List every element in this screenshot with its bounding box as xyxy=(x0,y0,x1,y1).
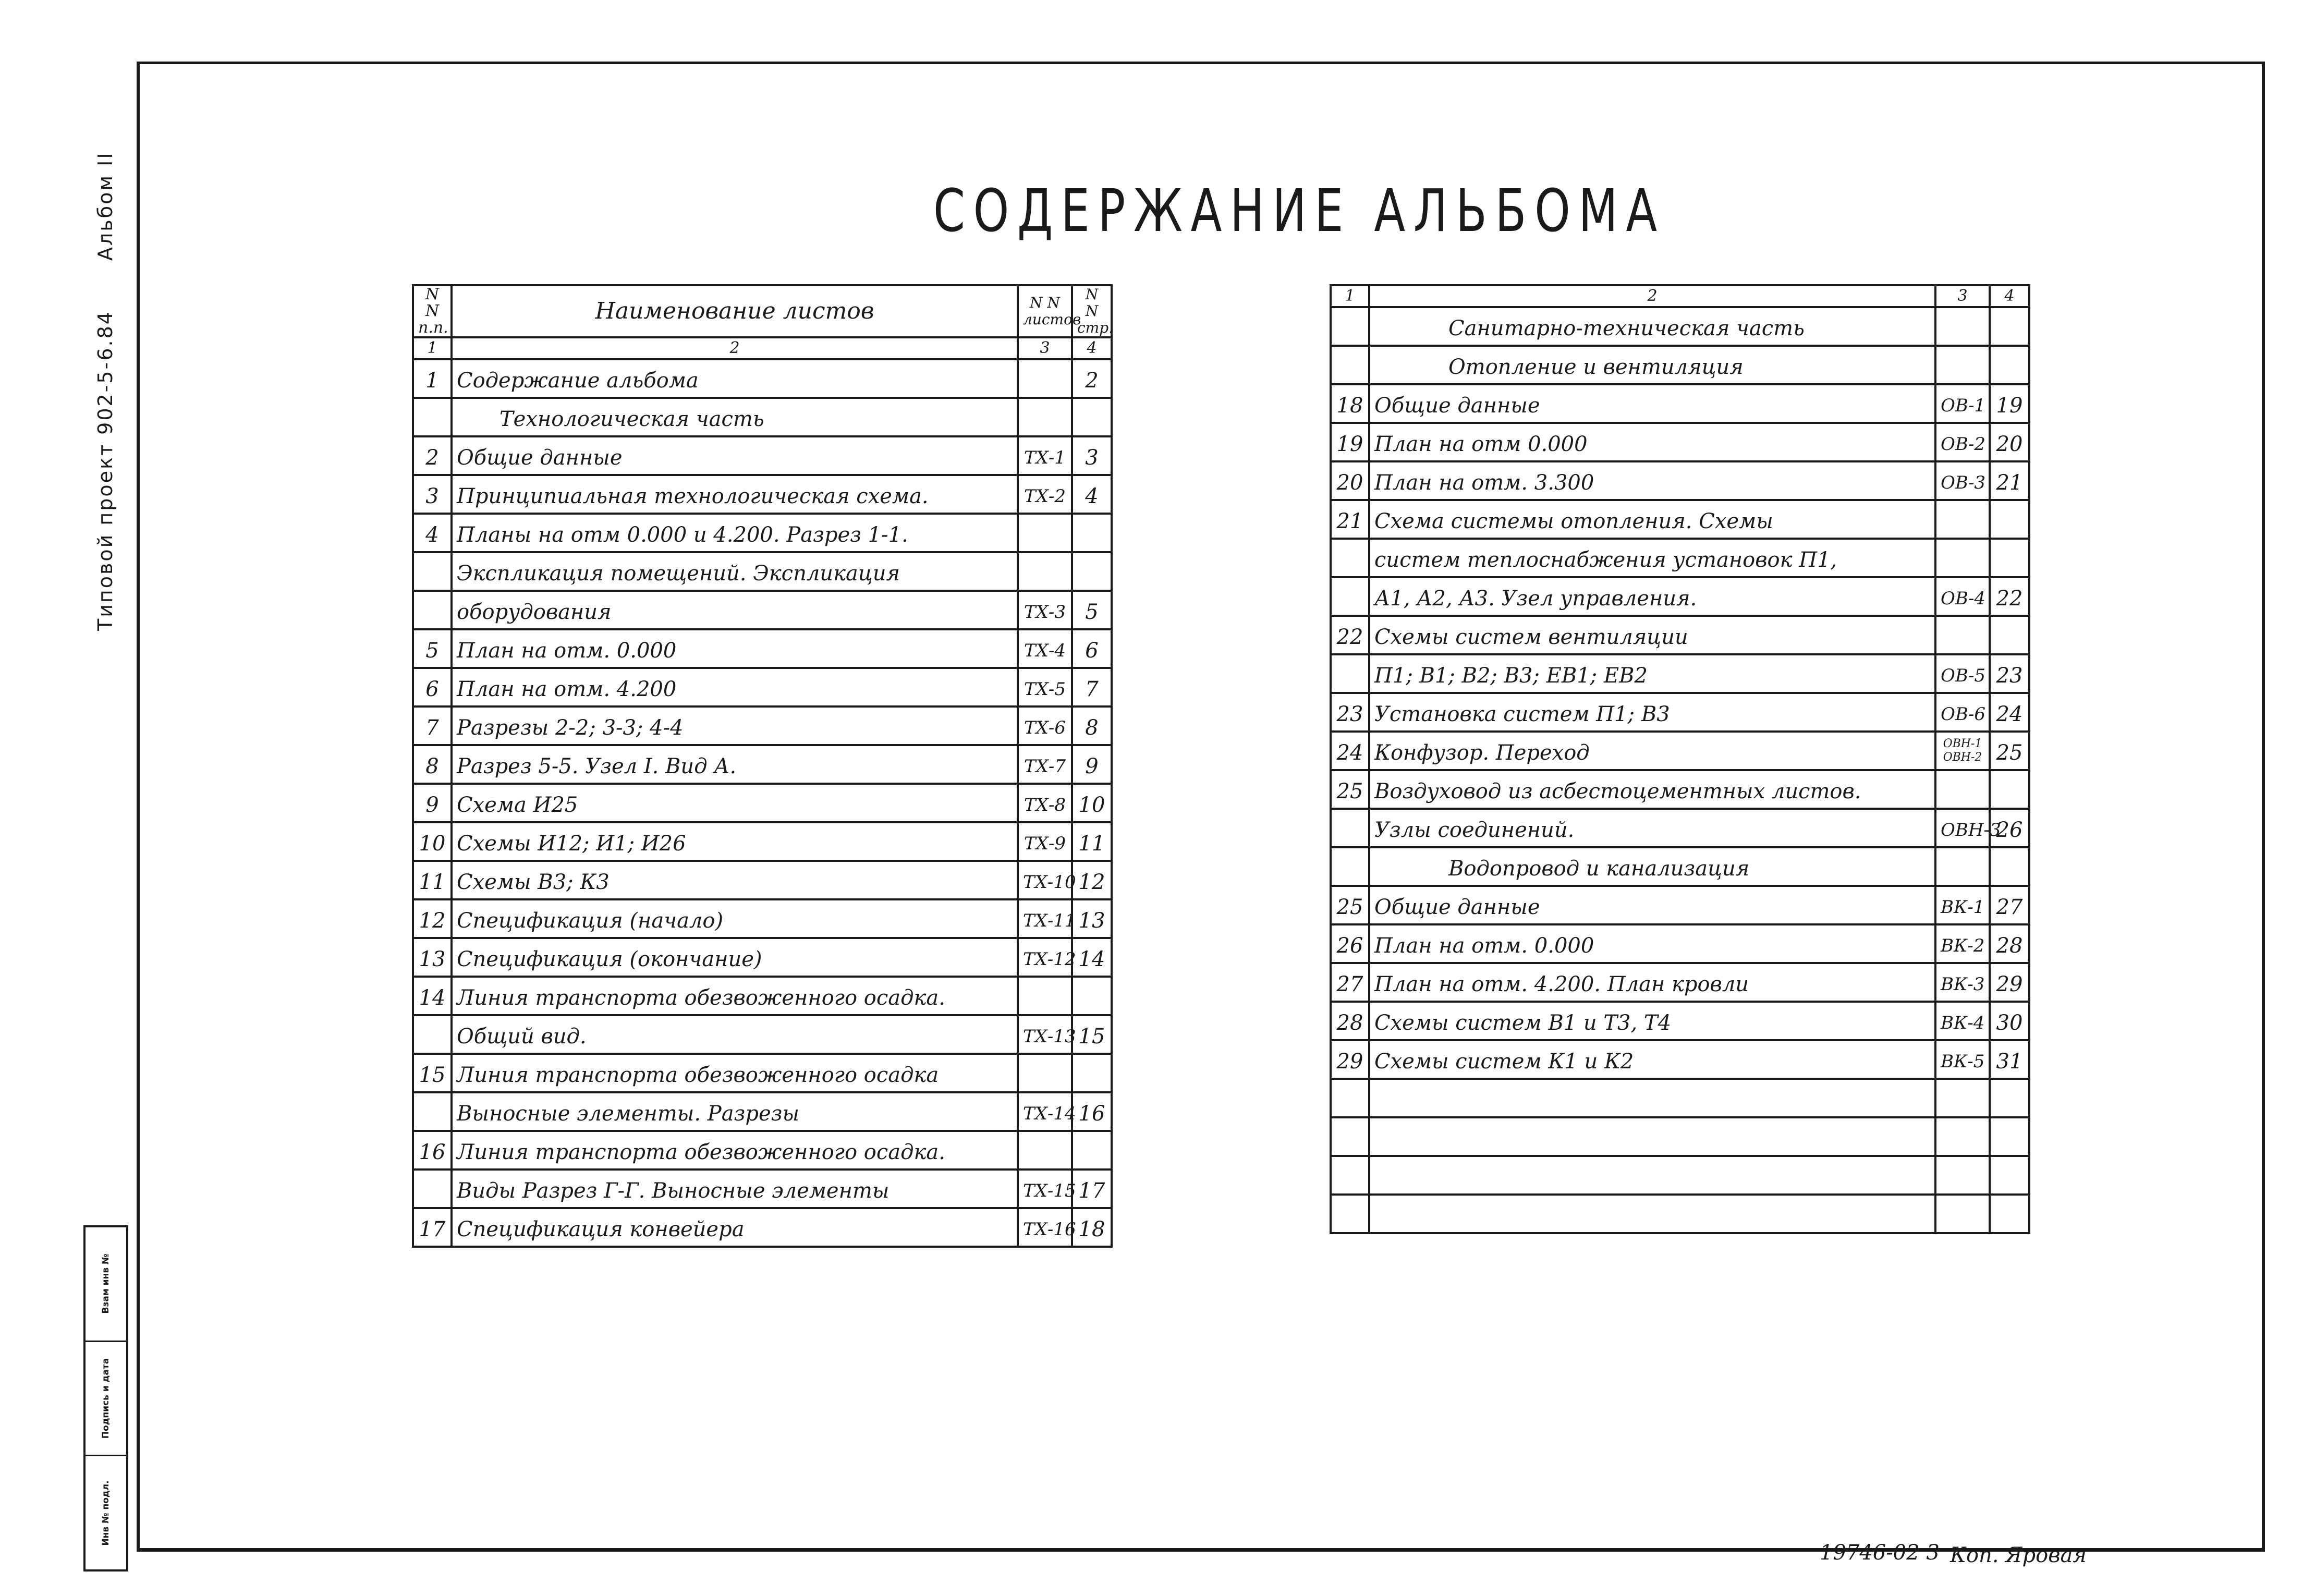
stamp-cell: Подпись и дата xyxy=(86,1342,126,1457)
row-number xyxy=(1331,1156,1369,1195)
contents-table-right xyxy=(1330,284,2030,1234)
row-sheet: ТХ-10 xyxy=(1018,861,1072,899)
row-name: Схемы В3; К3 xyxy=(452,861,1018,899)
row-page: 5 xyxy=(1072,591,1112,629)
row-name: Схема И25 xyxy=(452,784,1018,822)
row-name: Планы на отм 0.000 и 4.200. Разрез 1-1. xyxy=(452,514,1018,552)
row-page: 31 xyxy=(1990,1040,2029,1079)
row-number: 29 xyxy=(1331,1040,1369,1079)
table-row xyxy=(1331,346,2029,384)
row-number xyxy=(1331,307,1369,346)
row-name: Общие данные xyxy=(1369,886,1935,924)
row-name: Санитарно-техническая часть xyxy=(1369,307,1935,346)
row-sheet xyxy=(1935,770,1990,809)
table-row xyxy=(1331,1002,2029,1040)
row-number: 2 xyxy=(413,436,452,475)
row-sheet: ВК-4 xyxy=(1935,1002,1990,1040)
row-sheet xyxy=(1018,1054,1072,1092)
table-row xyxy=(1331,654,2029,693)
row-number: 10 xyxy=(413,822,452,861)
contents-table-left xyxy=(412,284,1113,1248)
page-title: СОДЕРЖАНИЕ АЛЬБОМА xyxy=(933,177,1665,245)
table-row xyxy=(413,668,1112,706)
row-number: 17 xyxy=(413,1208,452,1247)
row-number: 25 xyxy=(1331,770,1369,809)
row-sheet: ВК-1 xyxy=(1935,886,1990,924)
row-sheet xyxy=(1018,359,1072,398)
row-page: 6 xyxy=(1072,629,1112,668)
table-row xyxy=(413,1208,1112,1247)
row-page: 18 xyxy=(1072,1208,1112,1247)
row-name: оборудования xyxy=(452,591,1018,629)
row-page xyxy=(1990,1079,2029,1117)
row-sheet: ОВН-1 ОВН-2 xyxy=(1935,732,1990,770)
table-row xyxy=(1331,1195,2029,1233)
row-name: Экспликация помещений. Экспликация xyxy=(452,552,1018,591)
row-number xyxy=(1331,539,1369,577)
row-page: 29 xyxy=(1990,963,2029,1002)
table-row xyxy=(413,938,1112,977)
table-row xyxy=(1331,500,2029,539)
row-number: 12 xyxy=(413,899,452,938)
row-name: План на отм. 4.200 xyxy=(452,668,1018,706)
row-number xyxy=(1331,654,1369,693)
row-sheet: ОВН-3 xyxy=(1935,809,1990,847)
table-row xyxy=(413,822,1112,861)
row-number xyxy=(413,1092,452,1131)
row-number: 13 xyxy=(413,938,452,977)
row-page xyxy=(1072,552,1112,591)
table-row xyxy=(1331,461,2029,500)
row-page xyxy=(1990,539,2029,577)
row-sheet: ТХ-14 xyxy=(1018,1092,1072,1131)
table-row xyxy=(1331,1156,2029,1195)
row-page xyxy=(1990,1156,2029,1195)
row-number: 6 xyxy=(413,668,452,706)
row-page: 12 xyxy=(1072,861,1112,899)
table-row xyxy=(413,1092,1112,1131)
row-name: Содержание альбома xyxy=(452,359,1018,398)
row-name: План на отм. 0.000 xyxy=(452,629,1018,668)
row-number xyxy=(1331,1117,1369,1156)
table-row xyxy=(413,784,1112,822)
row-name xyxy=(1369,1079,1935,1117)
row-name: Выносные элементы. Разрезы xyxy=(452,1092,1018,1131)
copied-by: Коп. Яровая xyxy=(1950,1543,2087,1567)
row-number: 9 xyxy=(413,784,452,822)
row-sheet xyxy=(1935,847,1990,886)
table-row xyxy=(1331,770,2029,809)
row-number xyxy=(1331,847,1369,886)
row-sheet: ТХ-7 xyxy=(1018,745,1072,784)
row-sheet: ТХ-5 xyxy=(1018,668,1072,706)
row-page: 30 xyxy=(1990,1002,2029,1040)
row-sheet: ОВ-1 xyxy=(1935,384,1990,423)
column-number-row xyxy=(1331,285,2029,307)
row-sheet xyxy=(1935,1117,1990,1156)
row-page xyxy=(1990,500,2029,539)
row-page xyxy=(1072,514,1112,552)
table-row xyxy=(413,706,1112,745)
row-name: Виды Разрез Г-Г. Выносные элементы xyxy=(452,1169,1018,1208)
row-name: Линия транспорта обезвоженного осадка. xyxy=(452,1131,1018,1169)
table-row xyxy=(413,514,1112,552)
row-name: Установка систем П1; В3 xyxy=(1369,693,1935,732)
row-sheet xyxy=(1935,1156,1990,1195)
row-sheet: ОВ-6 xyxy=(1935,693,1990,732)
row-sheet: ТХ-9 xyxy=(1018,822,1072,861)
stamp-cell: Инв № подл. xyxy=(101,1480,111,1546)
row-name: Конфузор. Переход xyxy=(1369,732,1935,770)
row-page: 4 xyxy=(1072,475,1112,514)
row-sheet xyxy=(1935,1079,1990,1117)
row-name: Общие данные xyxy=(452,436,1018,475)
row-page xyxy=(1990,847,2029,886)
table-row xyxy=(1331,693,2029,732)
row-page xyxy=(1990,770,2029,809)
table-row xyxy=(1331,1079,2029,1117)
row-page: 11 xyxy=(1072,822,1112,861)
row-number xyxy=(413,552,452,591)
row-number: 22 xyxy=(1331,616,1369,654)
row-sheet xyxy=(1935,1195,1990,1233)
table-row xyxy=(1331,577,2029,616)
row-name: Принципиальная технологическая схема. xyxy=(452,475,1018,514)
row-name: План на отм. 0.000 xyxy=(1369,924,1935,963)
table-row xyxy=(413,629,1112,668)
row-page xyxy=(1990,616,2029,654)
row-sheet xyxy=(1935,500,1990,539)
row-page xyxy=(1072,1131,1112,1169)
row-name: Схемы систем К1 и К2 xyxy=(1369,1040,1935,1079)
table-row xyxy=(1331,924,2029,963)
row-page: 2 xyxy=(1072,359,1112,398)
table-row xyxy=(1331,1040,2029,1079)
row-number: 25 xyxy=(1331,886,1369,924)
row-page: 9 xyxy=(1072,745,1112,784)
row-page: 10 xyxy=(1072,784,1112,822)
row-name xyxy=(1369,1156,1935,1195)
row-number xyxy=(413,591,452,629)
table-row xyxy=(413,359,1112,398)
row-number: 23 xyxy=(1331,693,1369,732)
col-number: 3 xyxy=(1018,337,1072,359)
row-page: 15 xyxy=(1072,1015,1112,1054)
row-sheet: ВК-2 xyxy=(1935,924,1990,963)
table-row xyxy=(1331,847,2029,886)
col-number: 1 xyxy=(413,337,452,359)
row-name: Разрезы 2-2; 3-3; 4-4 xyxy=(452,706,1018,745)
row-page: 21 xyxy=(1990,461,2029,500)
col-number: 3 xyxy=(1935,285,1990,307)
row-name: Спецификация конвейера xyxy=(452,1208,1018,1247)
col-number: 4 xyxy=(1990,285,2029,307)
row-sheet: ТХ-16 xyxy=(1018,1208,1072,1247)
row-name: Схема системы отопления. Схемы xyxy=(1369,500,1935,539)
approval-stamp xyxy=(83,1225,128,1571)
table-row xyxy=(1331,616,2029,654)
row-name: План на отм. 3.300 xyxy=(1369,461,1935,500)
col-number: 2 xyxy=(1369,285,1935,307)
row-sheet xyxy=(1935,616,1990,654)
row-page: 3 xyxy=(1072,436,1112,475)
table-row xyxy=(413,977,1112,1015)
row-number: 26 xyxy=(1331,924,1369,963)
row-name: Общий вид. xyxy=(452,1015,1018,1054)
row-page: 7 xyxy=(1072,668,1112,706)
table-row xyxy=(1331,886,2029,924)
table-row xyxy=(1331,539,2029,577)
row-page: 26 xyxy=(1990,809,2029,847)
table-row xyxy=(413,861,1112,899)
row-sheet: ТХ-6 xyxy=(1018,706,1072,745)
row-sheet xyxy=(1018,514,1072,552)
row-sheet: ТХ-3 xyxy=(1018,591,1072,629)
table-row xyxy=(413,1015,1112,1054)
table-row xyxy=(1331,809,2029,847)
col-number: 4 xyxy=(1072,337,1112,359)
row-number xyxy=(1331,577,1369,616)
album-label: Альбом II xyxy=(94,151,117,261)
row-number: 16 xyxy=(413,1131,452,1169)
row-page: 25 xyxy=(1990,732,2029,770)
row-name: систем теплоснабжения установок П1, xyxy=(1369,539,1935,577)
row-sheet xyxy=(1935,307,1990,346)
row-page xyxy=(1072,1054,1112,1092)
row-number: 19 xyxy=(1331,423,1369,461)
table-row xyxy=(413,552,1112,591)
row-sheet: ТХ-8 xyxy=(1018,784,1072,822)
row-name: Отопление и вентиляция xyxy=(1369,346,1935,384)
row-page xyxy=(1990,1195,2029,1233)
table-row xyxy=(1331,423,2029,461)
document-number: 19746-02 3 xyxy=(1820,1541,1940,1565)
row-page: 13 xyxy=(1072,899,1112,938)
stamp-cell: Взам инв № xyxy=(86,1227,126,1342)
header-name: Наименование листов xyxy=(452,285,1018,337)
row-sheet xyxy=(1018,398,1072,436)
row-page: 17 xyxy=(1072,1169,1112,1208)
row-page xyxy=(1990,1117,2029,1156)
row-number: 24 xyxy=(1331,732,1369,770)
row-number: 15 xyxy=(413,1054,452,1092)
row-name: Узлы соединений. xyxy=(1369,809,1935,847)
table-row xyxy=(413,475,1112,514)
row-name: Водопровод и канализация xyxy=(1369,847,1935,886)
row-sheet xyxy=(1018,552,1072,591)
row-page: 23 xyxy=(1990,654,2029,693)
row-name: Спецификация (начало) xyxy=(452,899,1018,938)
row-number: 28 xyxy=(1331,1002,1369,1040)
row-number xyxy=(413,1015,452,1054)
row-number: 27 xyxy=(1331,963,1369,1002)
row-name: А1, А2, А3. Узел управления. xyxy=(1369,577,1935,616)
row-sheet: ОВ-3 xyxy=(1935,461,1990,500)
row-page: 22 xyxy=(1990,577,2029,616)
row-number: 4 xyxy=(413,514,452,552)
table-row xyxy=(413,1169,1112,1208)
row-sheet: ОВ-4 xyxy=(1935,577,1990,616)
table-row xyxy=(413,436,1112,475)
table-row xyxy=(1331,1117,2029,1156)
row-number xyxy=(1331,1079,1369,1117)
row-number: 8 xyxy=(413,745,452,784)
row-sheet: ТХ-4 xyxy=(1018,629,1072,668)
row-number: 7 xyxy=(413,706,452,745)
row-page: 14 xyxy=(1072,938,1112,977)
table-row xyxy=(413,1131,1112,1169)
row-name: План на отм. 4.200. План кровли xyxy=(1369,963,1935,1002)
row-sheet: ВК-3 xyxy=(1935,963,1990,1002)
header-sheet: N N листов xyxy=(1018,285,1072,337)
row-page: 16 xyxy=(1072,1092,1112,1131)
table-row xyxy=(413,398,1112,436)
row-page: 24 xyxy=(1990,693,2029,732)
row-number: 14 xyxy=(413,977,452,1015)
row-number xyxy=(1331,346,1369,384)
row-number: 11 xyxy=(413,861,452,899)
row-sheet: ТХ-15 xyxy=(1018,1169,1072,1208)
col-number: 1 xyxy=(1331,285,1369,307)
header-num: N N п.п. xyxy=(413,285,452,337)
row-page xyxy=(1990,307,2029,346)
row-number xyxy=(413,398,452,436)
row-page: 20 xyxy=(1990,423,2029,461)
column-number-row xyxy=(413,337,1112,359)
row-name: Схемы систем В1 и Т3, Т4 xyxy=(1369,1002,1935,1040)
row-name: Линия транспорта обезвоженного осадка xyxy=(452,1054,1018,1092)
row-sheet: ТХ-1 xyxy=(1018,436,1072,475)
row-name: Схемы И12; И1; И26 xyxy=(452,822,1018,861)
row-sheet: ВК-5 xyxy=(1935,1040,1990,1079)
table-header xyxy=(413,285,1112,337)
table-row xyxy=(1331,963,2029,1002)
row-page: 19 xyxy=(1990,384,2029,423)
row-name: Разрез 5-5. Узел I. Вид А. xyxy=(452,745,1018,784)
row-name: Воздуховод из асбестоцементных листов. xyxy=(1369,770,1935,809)
row-number: 1 xyxy=(413,359,452,398)
row-number: 21 xyxy=(1331,500,1369,539)
row-sheet: ОВ-5 xyxy=(1935,654,1990,693)
row-number: 20 xyxy=(1331,461,1369,500)
header-page: N N стр. xyxy=(1072,285,1112,337)
row-name xyxy=(1369,1195,1935,1233)
row-name: П1; В1; В2; В3; ЕВ1; ЕВ2 xyxy=(1369,654,1935,693)
row-page xyxy=(1072,398,1112,436)
table-row xyxy=(1331,384,2029,423)
row-name: Технологическая часть xyxy=(452,398,1018,436)
table-row xyxy=(1331,307,2029,346)
table-row xyxy=(413,899,1112,938)
row-name: Схемы систем вентиляции xyxy=(1369,616,1935,654)
row-sheet: ОВ-2 xyxy=(1935,423,1990,461)
row-page: 8 xyxy=(1072,706,1112,745)
row-sheet: ТХ-12 xyxy=(1018,938,1072,977)
row-number: 5 xyxy=(413,629,452,668)
row-page: 28 xyxy=(1990,924,2029,963)
col-number: 2 xyxy=(452,337,1018,359)
row-name: План на отм 0.000 xyxy=(1369,423,1935,461)
row-number xyxy=(1331,809,1369,847)
row-sheet: ТХ-2 xyxy=(1018,475,1072,514)
row-sheet xyxy=(1935,346,1990,384)
row-number: 3 xyxy=(413,475,452,514)
row-page xyxy=(1072,977,1112,1015)
row-name: Спецификация (окончание) xyxy=(452,938,1018,977)
row-sheet xyxy=(1018,977,1072,1015)
row-sheet: ТХ-11 xyxy=(1018,899,1072,938)
row-number xyxy=(1331,1195,1369,1233)
table-row xyxy=(413,745,1112,784)
row-sheet: ТХ-13 xyxy=(1018,1015,1072,1054)
table-row xyxy=(1331,732,2029,770)
row-name xyxy=(1369,1117,1935,1156)
row-page: 27 xyxy=(1990,886,2029,924)
project-label: Типовой проект 902-5-6.84 xyxy=(94,310,117,631)
row-name: Линия транспорта обезвоженного осадка. xyxy=(452,977,1018,1015)
row-number xyxy=(413,1169,452,1208)
row-name: Общие данные xyxy=(1369,384,1935,423)
table-row xyxy=(413,1054,1112,1092)
row-sheet xyxy=(1018,1131,1072,1169)
row-sheet xyxy=(1935,539,1990,577)
row-page xyxy=(1990,346,2029,384)
row-number: 18 xyxy=(1331,384,1369,423)
table-row xyxy=(413,591,1112,629)
